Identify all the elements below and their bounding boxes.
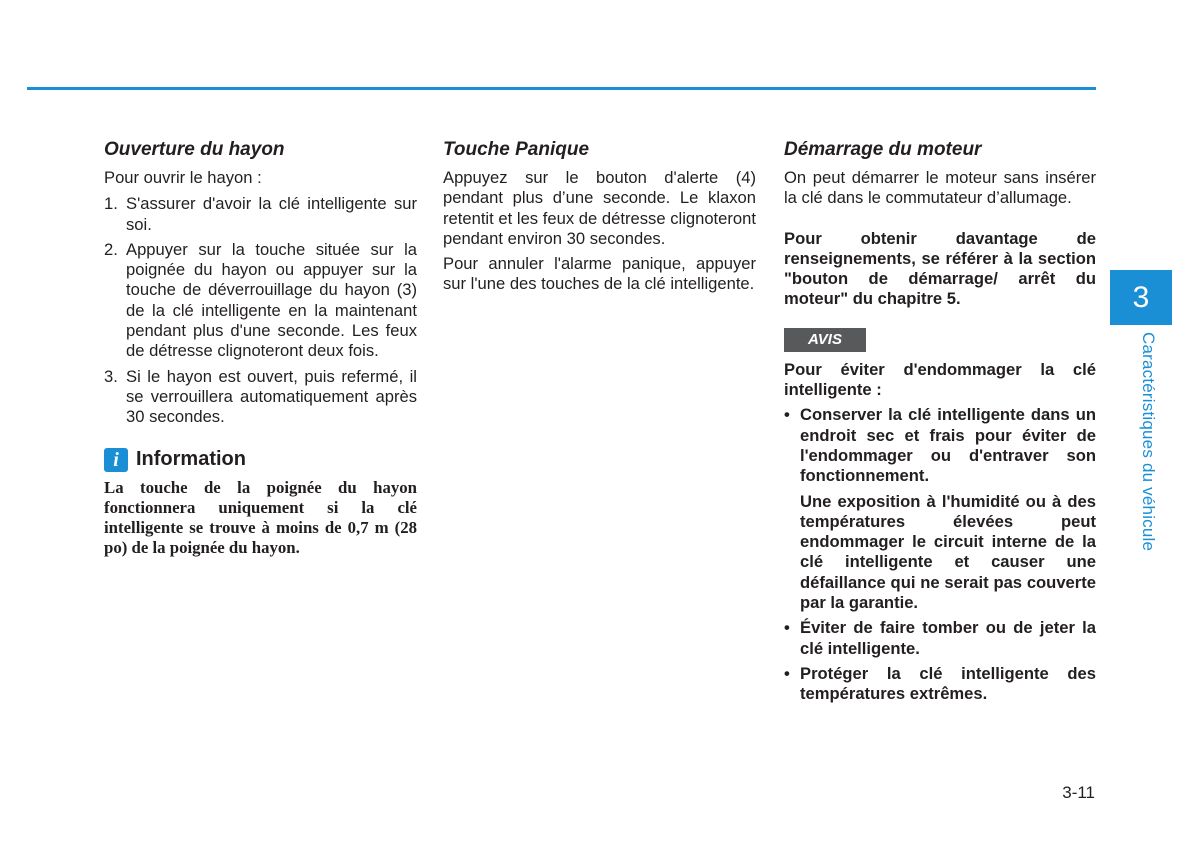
bullet-dot: • xyxy=(784,663,790,683)
chapter-tab: 3 xyxy=(1110,270,1172,325)
header-rule xyxy=(27,87,1096,90)
bullet-text: Protéger la clé intelligente des températures extrêmes. xyxy=(800,663,1096,704)
column-opening-tailgate xyxy=(104,138,417,559)
step-number: 2. xyxy=(104,239,118,259)
info-icon: i xyxy=(104,448,128,472)
notice-bullets xyxy=(784,405,1096,704)
page-number: 3-11 xyxy=(1062,783,1095,802)
notice-intro: Pour éviter d'endommager la clé intelligente : xyxy=(784,359,1096,400)
tailgate-intro: Pour ouvrir le hayon : xyxy=(104,168,262,187)
bullet-subtext: Une exposition à l'humidité ou à des températures élevées peut endommager le circuit interne de la clé intelligente et causer une défaillance qui ne serait pas couverte par la garantie. xyxy=(800,491,1096,613)
information-box xyxy=(104,448,417,559)
bullet-item xyxy=(784,405,1096,613)
step-text: Appuyer sur la touche située sur la poignée du hayon ou appuyer sur la touche de déverrouillage du hayon (3) de la clé intelligente en la maintenant pendant plus d'une seconde. Les feux de détresse clignoteront deux fois. xyxy=(126,239,417,361)
section-title-panic: Touche Panique xyxy=(443,139,590,160)
panic-paragraph-2: Pour annuler l'alarme panique, appuyer sur l'une des touches de la clé intelligente. xyxy=(443,254,756,294)
step-number: 3. xyxy=(104,366,118,386)
column-engine-start xyxy=(784,138,1096,710)
tailgate-steps xyxy=(104,194,417,427)
section-title-engine: Démarrage du moteur xyxy=(784,139,982,160)
bullet-dot: • xyxy=(784,618,790,638)
notice-badge: AVIS xyxy=(784,328,866,352)
step-text: Si le hayon est ouvert, puis refermé, il se verrouillera automatiquement après 30 secondes. xyxy=(126,366,417,427)
engine-reference: Pour obtenir davantage de renseignements, se référer à la section "bouton de démarrage/ arrêt du moteur" du chapitre 5. xyxy=(784,228,1096,309)
step-text: S'assurer d'avoir la clé intelligente sur soi. xyxy=(126,194,417,234)
step-item xyxy=(104,240,417,362)
bullet-item xyxy=(784,618,1096,659)
information-title: Information xyxy=(136,448,246,471)
step-item xyxy=(104,194,417,235)
bullet-dot: • xyxy=(784,405,790,425)
bullet-text: Conserver la clé intelligente dans un endroit sec et frais pour éviter de l'endommager ou d'entraver son fonctionnement. xyxy=(800,405,1096,486)
engine-paragraph: On peut démarrer le moteur sans insérer la clé dans le commutateur d’allumage. xyxy=(784,168,1096,208)
bullet-item xyxy=(784,664,1096,705)
step-item xyxy=(104,367,417,428)
information-header xyxy=(104,448,417,472)
information-text: La touche de la poignée du hayon fonctionnera uniquement si la clé intelligente se trouve à moins de 0,7 m (28 po) de la poignée du hayon. xyxy=(104,477,417,558)
step-number: 1. xyxy=(104,194,118,214)
bullet-text: Éviter de faire tomber ou de jeter la clé intelligente. xyxy=(800,618,1096,658)
section-title-tailgate: Ouverture du hayon xyxy=(104,139,285,160)
panic-paragraph-1: Appuyez sur le bouton d'alerte (4) pendant plus d’une seconde. Le klaxon retentit et les feux de détresse clignoteront pendant environ 30 secondes. xyxy=(443,168,756,248)
chapter-title: Caractéristiques du véhicule xyxy=(1139,332,1158,552)
column-panic-button xyxy=(443,138,756,295)
